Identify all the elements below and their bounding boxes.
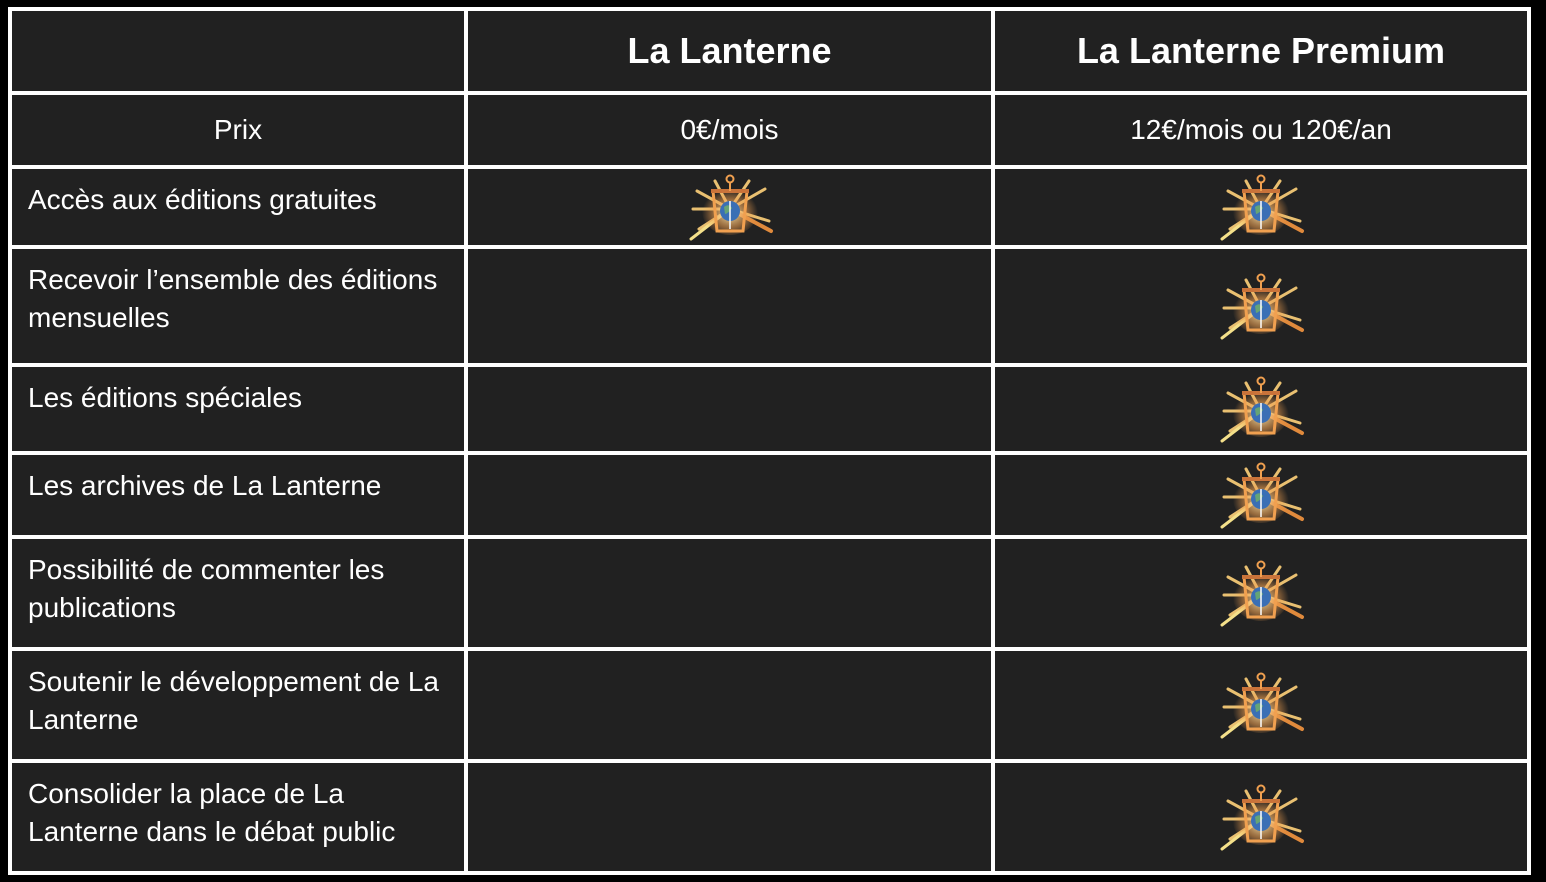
feature-label	[10, 167, 466, 247]
premium-mark-cell	[993, 761, 1529, 873]
feature-label-text: Possibilité de commenter les publications	[28, 554, 385, 623]
free-mark-cell	[466, 537, 993, 649]
price-row	[10, 93, 1529, 167]
feature-label-text: Les archives de La Lanterne	[28, 470, 382, 501]
price-premium: 12€/mois ou 120€/an	[993, 93, 1529, 167]
lantern-globe-icon	[1216, 400, 1306, 417]
free-mark-cell	[466, 761, 993, 873]
feature-label	[10, 761, 466, 873]
feature-row	[10, 537, 1529, 649]
plan-name-free: La Lanterne	[466, 9, 993, 93]
feature-row	[10, 453, 1529, 537]
free-mark-cell	[466, 649, 993, 761]
feature-label	[10, 537, 466, 649]
lantern-globe-icon	[685, 198, 775, 215]
feature-label-text: Soutenir le développement de La Lanterne	[28, 666, 439, 735]
lantern-globe-icon	[1216, 198, 1306, 215]
feature-label	[10, 365, 466, 453]
feature-label-text: Les éditions spéciales	[28, 382, 302, 413]
lantern-globe-icon	[1216, 297, 1306, 314]
feature-row	[10, 761, 1529, 873]
premium-mark-cell	[993, 537, 1529, 649]
free-mark-cell	[466, 453, 993, 537]
header-row	[10, 9, 1529, 93]
feature-label	[10, 649, 466, 761]
lantern-globe-icon	[1216, 696, 1306, 713]
feature-row	[10, 649, 1529, 761]
feature-row	[10, 247, 1529, 365]
lantern-globe-icon	[1216, 584, 1306, 601]
plan-name-premium: La Lanterne Premium	[993, 9, 1529, 93]
premium-mark-cell	[993, 365, 1529, 453]
feature-label	[10, 247, 466, 365]
price-free: 0€/mois	[466, 93, 993, 167]
free-mark-cell	[466, 247, 993, 365]
feature-row	[10, 365, 1529, 453]
header-empty-cell	[10, 9, 466, 93]
feature-label-text: Recevoir l’ensemble des éditions mensuelles	[28, 264, 438, 333]
premium-mark-cell	[993, 247, 1529, 365]
lantern-globe-icon	[1216, 808, 1306, 825]
pricing-comparison-table	[8, 7, 1531, 875]
premium-mark-cell	[993, 453, 1529, 537]
feature-row	[10, 167, 1529, 247]
lantern-globe-icon	[1216, 486, 1306, 503]
price-label: Prix	[10, 93, 466, 167]
premium-mark-cell	[993, 649, 1529, 761]
premium-mark-cell	[993, 167, 1529, 247]
feature-label	[10, 453, 466, 537]
free-mark-cell	[466, 167, 993, 247]
feature-label-text: Consolider la place de La Lanterne dans le débat public	[28, 778, 396, 847]
feature-label-text: Accès aux éditions gratuites	[28, 184, 377, 215]
free-mark-cell	[466, 365, 993, 453]
